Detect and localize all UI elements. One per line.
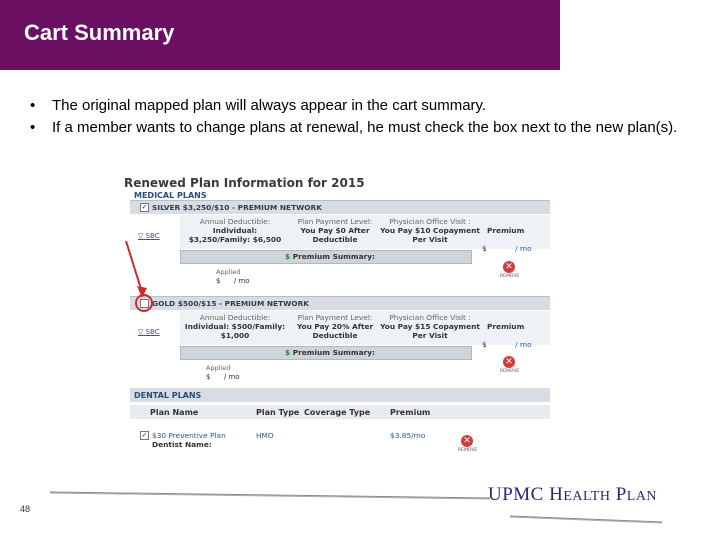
premium-dollar: $ — [482, 340, 487, 349]
remove-button[interactable] — [458, 435, 476, 453]
bullet-item — [30, 118, 700, 138]
deductible-col — [180, 313, 290, 340]
bullet-symbol: • — [30, 97, 36, 114]
remove-button[interactable] — [500, 261, 518, 279]
bullet-item — [30, 96, 700, 116]
applied-value: $ / mo — [216, 277, 250, 285]
dental-plan-type: HMO — [256, 431, 274, 440]
premium-label: Premium — [487, 322, 525, 331]
summary-text: Premium Summary: — [292, 348, 375, 357]
col-plan-type: Plan Type — [256, 408, 300, 417]
premium-per-mo: / mo — [515, 244, 532, 253]
summary-text: Premium Summary: — [292, 252, 375, 261]
summary-dollar-icon: $ — [285, 252, 291, 261]
applied-per-mo: / mo — [223, 373, 240, 381]
annotation-arrow — [120, 176, 180, 326]
office-header: Physician Office Visit : — [389, 313, 471, 322]
cart-header: Renewed Plan Information for 2015 — [124, 176, 365, 190]
dental-table-header — [130, 405, 550, 419]
col-premium: Premium — [390, 408, 431, 417]
remove-icon: ✕ — [461, 435, 473, 447]
dental-plans-bar — [130, 388, 550, 402]
cart-screenshot — [120, 176, 552, 461]
deductible-header: Annual Deductible: — [199, 313, 271, 322]
payment-header: Plan Payment Level: — [297, 217, 373, 226]
deductible-line: $3,250/Family: $6,500 — [188, 235, 282, 244]
bullet-list — [30, 96, 700, 140]
logo-plan-first: P — [615, 484, 627, 505]
page-number: 48 — [20, 504, 31, 514]
premium-summary-label — [285, 348, 375, 357]
payment-line: You Pay 20% After — [296, 322, 374, 331]
upmc-logo — [488, 484, 657, 506]
premium-summary-bar — [180, 346, 472, 360]
applied-per-mo: / mo — [233, 277, 250, 285]
deductible-line: Individual: $500/Family: — [184, 322, 286, 331]
slide-title: Cart Summary — [24, 20, 175, 45]
logo-plan-rest: LAN — [626, 489, 658, 504]
col-coverage-type: Coverage Type — [304, 408, 371, 417]
deductible-col — [180, 217, 290, 244]
plan-name: GOLD $500/$15 - PREMIUM NETWORK — [152, 299, 309, 308]
remove-icon: ✕ — [503, 356, 515, 368]
dental-plans-label: DENTAL PLANS — [134, 391, 202, 400]
premium-label: Premium — [487, 226, 525, 235]
deductible-line: $1,000 — [220, 331, 250, 340]
applied-label: Applied — [216, 268, 241, 276]
dental-plan-name[interactable]: $30 Preventive Plan — [152, 431, 226, 440]
remove-button[interactable] — [500, 356, 518, 374]
deductible-line: Individual: — [212, 226, 258, 235]
premium-summary-bar — [180, 250, 472, 264]
logo-health-rest: EALTH — [563, 489, 611, 504]
premium-value — [482, 340, 532, 349]
summary-dollar-icon: $ — [285, 348, 291, 357]
office-line: Per Visit — [412, 235, 448, 244]
sbc-icon: ▽ — [138, 328, 144, 336]
office-line: Per Visit — [412, 331, 448, 340]
office-header: Physician Office Visit : — [389, 217, 471, 226]
payment-line: Deductible — [312, 331, 358, 340]
medical-plans-label: MEDICAL PLANS — [134, 191, 207, 200]
plan-checkbox-silver[interactable]: ✓ — [141, 203, 148, 211]
remove-label: REMOVE — [500, 369, 520, 374]
bullet-text: The original mapped plan will always appear in the cart summary. — [52, 97, 487, 114]
col-plan-name: Plan Name — [150, 408, 199, 417]
applied-label: Applied — [206, 364, 231, 372]
premium-per-mo: / mo — [515, 340, 532, 349]
office-visit-col — [380, 313, 480, 340]
bullet-text: If a member wants to change plans at renewal, he must check the box next to the new plan(s). — [52, 119, 678, 136]
office-visit-col — [380, 217, 480, 244]
logo-health-first: H — [549, 484, 564, 505]
applied-amount — [206, 364, 240, 382]
remove-label: REMOVE — [500, 274, 520, 279]
sbc-link[interactable] — [138, 328, 160, 336]
applied-value: $ / mo — [206, 373, 240, 381]
title-bar — [0, 0, 560, 70]
premium-value — [482, 244, 532, 253]
payment-col — [292, 313, 378, 340]
applied-amount — [216, 268, 250, 286]
remove-icon: ✕ — [503, 261, 515, 273]
dental-checkbox[interactable]: ✓ — [141, 431, 148, 439]
plan-bar-silver — [130, 200, 550, 214]
sbc-label: SBC — [145, 328, 160, 336]
sbc-icon: ▽ — [138, 232, 144, 240]
plan-name: SILVER $3,250/$10 - PREMIUM NETWORK — [152, 203, 322, 212]
dental-premium: $3.85/mo — [390, 431, 426, 440]
payment-line: You Pay $0 After — [300, 226, 370, 235]
bullet-symbol: • — [30, 119, 36, 136]
dentist-label: Dentist Name: — [152, 440, 212, 449]
premium-summary-label — [285, 252, 375, 261]
deductible-header: Annual Deductible: — [199, 217, 271, 226]
sbc-label: SBC — [145, 232, 160, 240]
payment-line: Deductible — [312, 235, 358, 244]
office-line: You Pay $15 Copayment — [380, 322, 480, 331]
plan-bar-gold — [130, 296, 550, 310]
logo-main: UPMC — [488, 484, 544, 505]
payment-col — [292, 217, 378, 244]
payment-header: Plan Payment Level: — [297, 313, 373, 322]
office-line: You Pay $10 Copayment — [380, 226, 480, 235]
premium-dollar: $ — [482, 244, 487, 253]
remove-label: REMOVE — [458, 448, 478, 453]
